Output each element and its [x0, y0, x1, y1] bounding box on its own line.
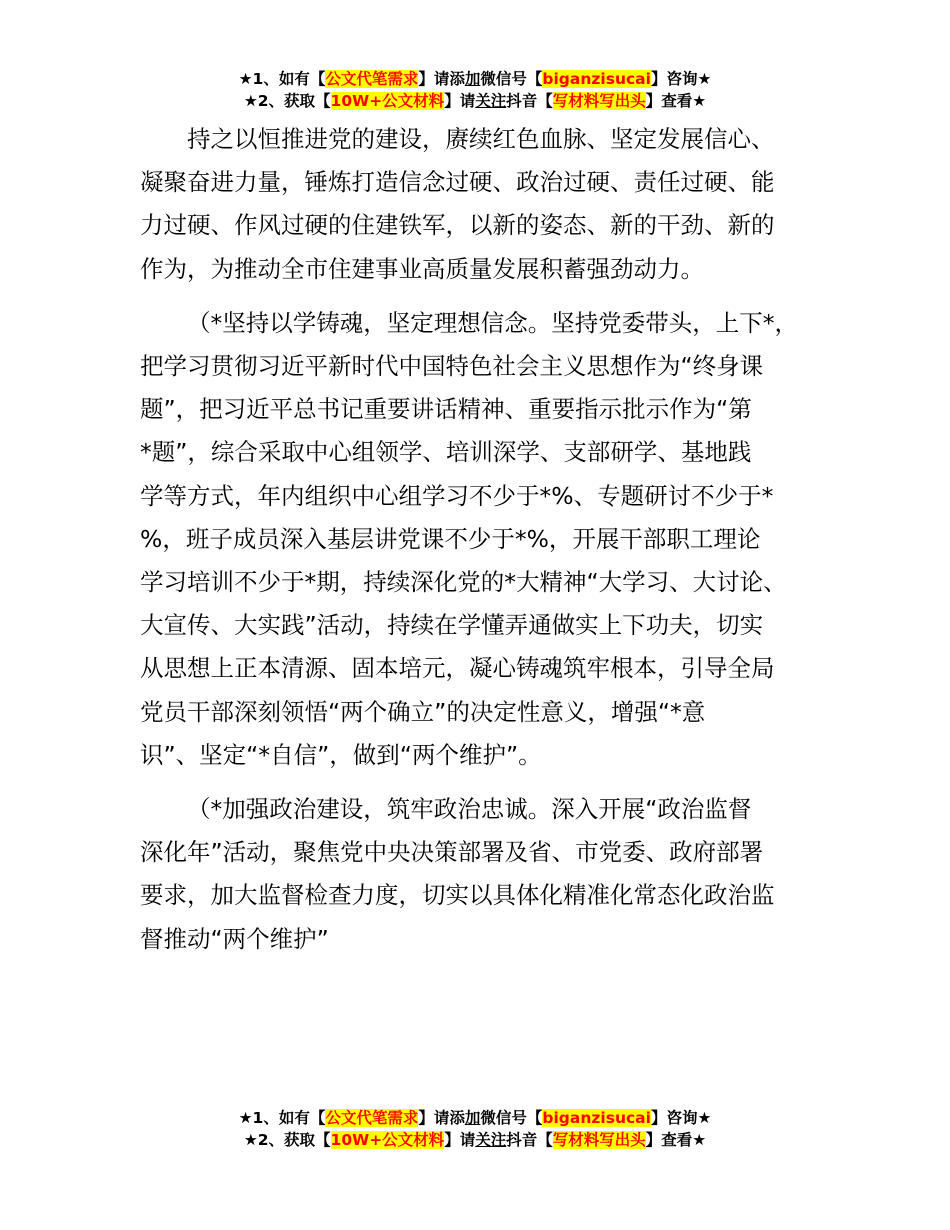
banner-text: ★1、如有【 — [238, 1109, 326, 1127]
footer-banner — [0, 1107, 950, 1151]
text-line: 识”、坚定“*自信”，做到“两个维护”。 — [140, 740, 542, 769]
paragraph-1 — [140, 118, 820, 291]
text-line: 要求，加大监督检查力度，切实以具体化精准化常态化政治监 — [140, 881, 775, 910]
text-line: 大宣传、大实践”活动，持续在学懂弄通做实上下功夫，切实 — [140, 611, 764, 640]
text-line: *题”，综合采取中心组领学、培训深学、支部研学、基地践 — [140, 438, 752, 467]
banner-underlined-text: 关注 — [475, 92, 507, 110]
banner-text: 】请 — [444, 92, 476, 110]
banner-text: 抖音【 — [506, 92, 553, 110]
text-line: 深化年”活动，聚焦党中央决策部署及省、市党委、政府部署 — [140, 838, 764, 867]
banner-highlight: 公文代笔需求 — [325, 1109, 419, 1127]
text-line: 题”，把习近平总书记重要讲话精神、重要指示批示作为“第 — [140, 395, 752, 424]
text-line: 作为，为推动全市住建事业高质量发展积蓄强劲动力。 — [140, 254, 704, 283]
banner-line-2 — [0, 90, 950, 112]
banner-highlight: biganzisucai — [542, 1109, 651, 1127]
banner-text: 微信号【 — [480, 70, 543, 88]
banner-text: 】查看★ — [645, 92, 707, 110]
banner-highlight: 写材料写出头 — [552, 1131, 646, 1149]
text-line: 凝聚奋进力量，锤炼打造信念过硬、政治过硬、责任过硬、能 — [140, 168, 775, 197]
banner-highlight: 公文代笔需求 — [325, 70, 419, 88]
paragraph-2 — [140, 302, 820, 777]
banner-text: 】请 — [444, 1131, 476, 1149]
banner-text: 】请添 — [418, 1109, 465, 1127]
text-line: （*坚持以学铸魂，坚定理想信念。坚持党委带头，上下*， — [187, 308, 798, 337]
text-line: 党员干部深刻领悟“两个确立”的决定性意义，增强“*意 — [140, 697, 706, 726]
banner-highlight: 写材料写出头 — [552, 92, 646, 110]
banner-underlined-text: 关注 — [475, 1131, 507, 1149]
banner-highlight: 10W+公文材料 — [330, 92, 445, 110]
text-line: 督推动“两个维护” — [140, 924, 329, 953]
paragraph-3 — [140, 788, 820, 961]
banner-text: 】咨询★ — [650, 1109, 712, 1127]
text-line: 把学习贯彻习近平新时代中国特色社会主义思想作为“终身课 — [140, 352, 764, 381]
banner-text: ★2、获取【 — [243, 92, 331, 110]
header-banner — [0, 68, 950, 112]
document-body — [140, 118, 820, 972]
banner-underlined-text: 加 — [464, 1109, 481, 1127]
banner-line-1 — [0, 1107, 950, 1129]
text-line: 学等方式，年内组织中心组学习不少于*%、专题研讨不少于* — [140, 481, 774, 510]
banner-line-1 — [0, 68, 950, 90]
text-line: 力过硬、作风过硬的住建铁军，以新的姿态、新的干劲、新的 — [140, 211, 775, 240]
banner-text: 】咨询★ — [650, 70, 712, 88]
banner-text: 】查看★ — [645, 1131, 707, 1149]
banner-text: ★1、如有【 — [238, 70, 326, 88]
banner-highlight: biganzisucai — [542, 70, 651, 88]
text-line: 从思想上正本清源、固本培元，凝心铸魂筑牢根本，引导全局 — [140, 654, 775, 683]
banner-line-2 — [0, 1129, 950, 1151]
text-line: %，班子成员深入基层讲党课不少于*%，开展干部职工理论 — [140, 524, 761, 553]
text-line: 学习培训不少于*期，持续深化党的*大精神“大学习、大讨论、 — [140, 568, 787, 597]
text-line: （*加强政治建设，筑牢政治忠诚。深入开展“政治监督 — [187, 795, 752, 824]
banner-text: 】请添 — [418, 70, 465, 88]
banner-text: 微信号【 — [480, 1109, 543, 1127]
banner-text: ★2、获取【 — [243, 1131, 331, 1149]
text-line: 持之以恒推进党的建设，赓续红色血脉、坚定发展信心、 — [187, 125, 775, 153]
banner-highlight: 10W+公文材料 — [330, 1131, 445, 1149]
banner-text: 抖音【 — [506, 1131, 553, 1149]
banner-underlined-text: 加 — [464, 70, 481, 88]
